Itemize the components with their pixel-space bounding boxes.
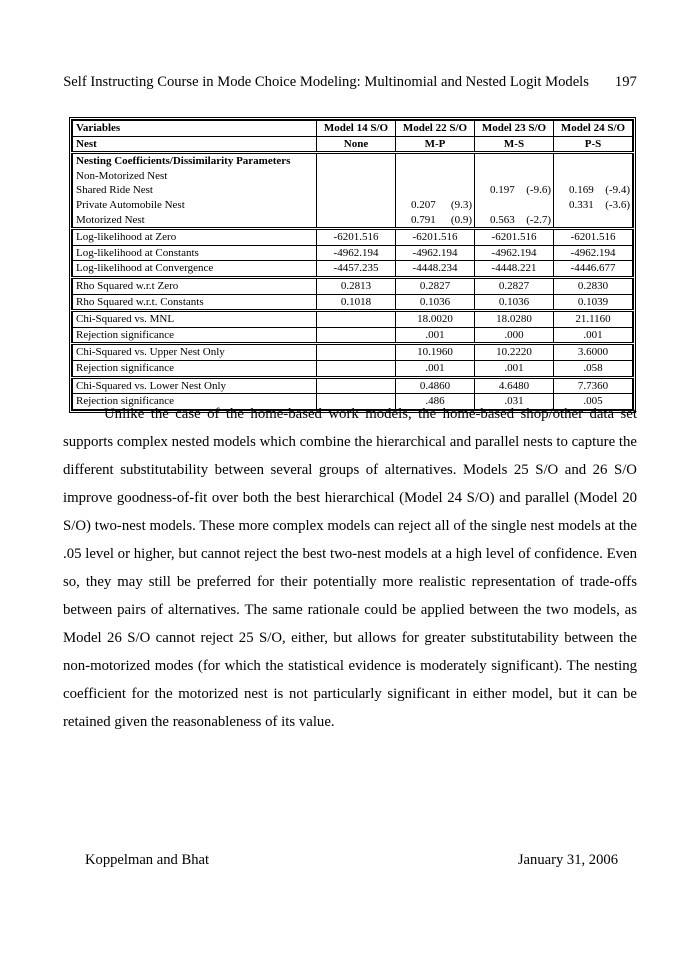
cell: 0.1036 [396,294,475,311]
cell: -4962.194 [396,245,475,261]
row-label: Non-Motorized Nest [76,169,168,182]
cell: 18.0280 [475,311,554,328]
cell: .001 [475,360,554,377]
cell: 0.2830 [554,277,634,294]
table-row [72,183,633,198]
cell: M-S [475,136,554,153]
cell: None [317,136,396,153]
coefficient-pair [477,213,551,228]
coefficient-pair [398,198,472,213]
cell: 0.2827 [396,277,475,294]
t-statistic: (-3.6) [605,198,630,211]
row-label: Rho Squared w.r.t. Constants [72,294,317,311]
row-label: Private Automobile Nest [76,198,185,211]
row-label: Chi-Squared vs. Lower Nest Only [72,377,317,394]
coefficient-pair [477,183,551,198]
row-label: Chi-Squared vs. MNL [72,311,317,328]
cell [396,213,475,229]
cell: -4962.194 [554,245,634,261]
page-header [0,74,700,91]
cell: -6201.516 [396,229,475,246]
cell: 3.6000 [554,344,634,361]
cell: 0.1036 [475,294,554,311]
cell: .486 [396,394,475,410]
cell [317,183,396,198]
row-label: Log-likelihood at Constants [72,245,317,261]
cell: -4446.677 [554,261,634,278]
coefficient-value: 0.563 [490,213,515,226]
cell: 10.1960 [396,344,475,361]
cell: .000 [475,327,554,344]
cell: .031 [475,394,554,410]
cell [317,360,396,377]
cell: -4448.221 [475,261,554,278]
coefficient-value: 0.331 [569,198,594,211]
cell: 0.1018 [317,294,396,311]
row-label: Rejection significance [72,360,317,377]
cell: -6201.516 [554,229,634,246]
table-row [72,344,633,361]
cell: -6201.516 [475,229,554,246]
footer-authors: Koppelman and Bhat [85,852,210,868]
row-label: Nest [72,136,317,153]
cell: -6201.516 [317,229,396,246]
table-row [72,136,633,153]
cell [396,153,475,169]
coefficient-value: 0.791 [411,213,436,226]
table-row [72,198,633,213]
table-row [72,327,633,344]
results-table [71,119,634,411]
row-label: Shared Ride Nest [76,184,153,197]
cell [317,311,396,328]
t-statistic: (0.9) [450,213,472,226]
cell [554,198,634,213]
cell [475,198,554,213]
row-label: Rejection significance [72,327,317,344]
cell [475,169,554,184]
cell: M-P [396,136,475,153]
cell [396,169,475,184]
section-title: Nesting Coefficients/Dissimilarity Parameters [72,153,317,169]
row-label: Chi-Squared vs. Upper Nest Only [72,344,317,361]
cell: .001 [396,360,475,377]
cell: -4962.194 [475,245,554,261]
col-header: Model 23 S/O [475,120,554,136]
t-statistic: (-9.6) [526,184,551,197]
t-statistic: (-9.4) [605,184,630,197]
page-footer [85,852,618,869]
col-header: Model 22 S/O [396,120,475,136]
cell [554,153,634,169]
cell: .058 [554,360,634,377]
cell [317,213,396,229]
cell [317,153,396,169]
cell: 0.1039 [554,294,634,311]
cell: -4448.234 [396,261,475,278]
t-statistic: (-2.7) [526,213,551,226]
cell [554,183,634,198]
cell [317,327,396,344]
cell: 7.7360 [554,377,634,394]
cell: 18.0020 [396,311,475,328]
row-label: Log-likelihood at Zero [72,229,317,246]
cell [554,213,634,229]
cell [317,198,396,213]
cell [396,183,475,198]
cell [317,169,396,184]
footer-date: January 31, 2006 [517,852,618,868]
row-label: Log-likelihood at Convergence [72,261,317,278]
cell [554,169,634,184]
col-header-variables: Variables [76,122,121,134]
table-row [72,294,633,311]
header-title: Self Instructing Course in Mode Choice Modeling: Multinomial and Nested Logit Models [63,74,589,90]
coefficient-pair [398,213,472,228]
coefficient-pair [556,183,630,198]
cell: P-S [554,136,634,153]
table-row [72,360,633,377]
table-row [72,120,633,136]
table-row [72,229,633,246]
header-page-number: 197 [614,74,637,90]
table-row [72,311,633,328]
table-row [72,377,633,394]
coefficient-value: 0.207 [411,198,436,211]
row-label: Motorized Nest [76,213,145,226]
table-row [72,277,633,294]
cell: -4962.194 [317,245,396,261]
col-header: Model 24 S/O [554,120,634,136]
cell: 4.6480 [475,377,554,394]
cell: 10.2220 [475,344,554,361]
table-row [72,261,633,278]
cell: .005 [554,394,634,410]
table-row [72,169,633,184]
cell: 21.1160 [554,311,634,328]
table-row [72,153,633,169]
results-table-wrap [69,117,636,413]
body-paragraph: Unlike the case of the home-based work models, the home-based shop/other data set supports complex nested models which combine the hierarchical and parallel nests to capture the different substitutability between several groups of alternatives. Models 25 S/O and 26 S/O improve goodness-of-fit over both the best hierarchical (Model 24 S/O) and parallel (Model 20 S/O) two-nest models. These more complex models can reject all of the single nest models at the .05 level or higher, but cannot reject the best two-nest models at a high level of confidence. Even so, they may still be preferred for their potentially more realistic representation of trade-offs between pairs of alternatives. The same rationale could be applied between the two models, as Model 26 S/O cannot reject 25 S/O, either, but allows for greater substitutability between the non-motorized modes (for which the statistical evidence is moderately significant). The nesting coefficient for the motorized nest is not particularly significant in either model, but it can be retained given the reasonableness of its value. [63,406,637,730]
cell [317,344,396,361]
cell: -4457.235 [317,261,396,278]
cell: 0.2827 [475,277,554,294]
cell [396,198,475,213]
row-label: Rejection significance [72,394,317,410]
coefficient-pair [556,198,630,213]
cell: 0.2813 [317,277,396,294]
cell: 0.4860 [396,377,475,394]
table-row [72,213,633,229]
table-row [72,245,633,261]
cell: .001 [554,327,634,344]
cell [317,377,396,394]
t-statistic: (9.3) [450,198,472,211]
cell [475,213,554,229]
cell [475,183,554,198]
row-label: Rho Squared w.r.t Zero [72,277,317,294]
col-header: Model 14 S/O [317,120,396,136]
cell: .001 [396,327,475,344]
coefficient-value: 0.169 [569,184,594,197]
cell [475,153,554,169]
coefficient-value: 0.197 [490,184,515,197]
